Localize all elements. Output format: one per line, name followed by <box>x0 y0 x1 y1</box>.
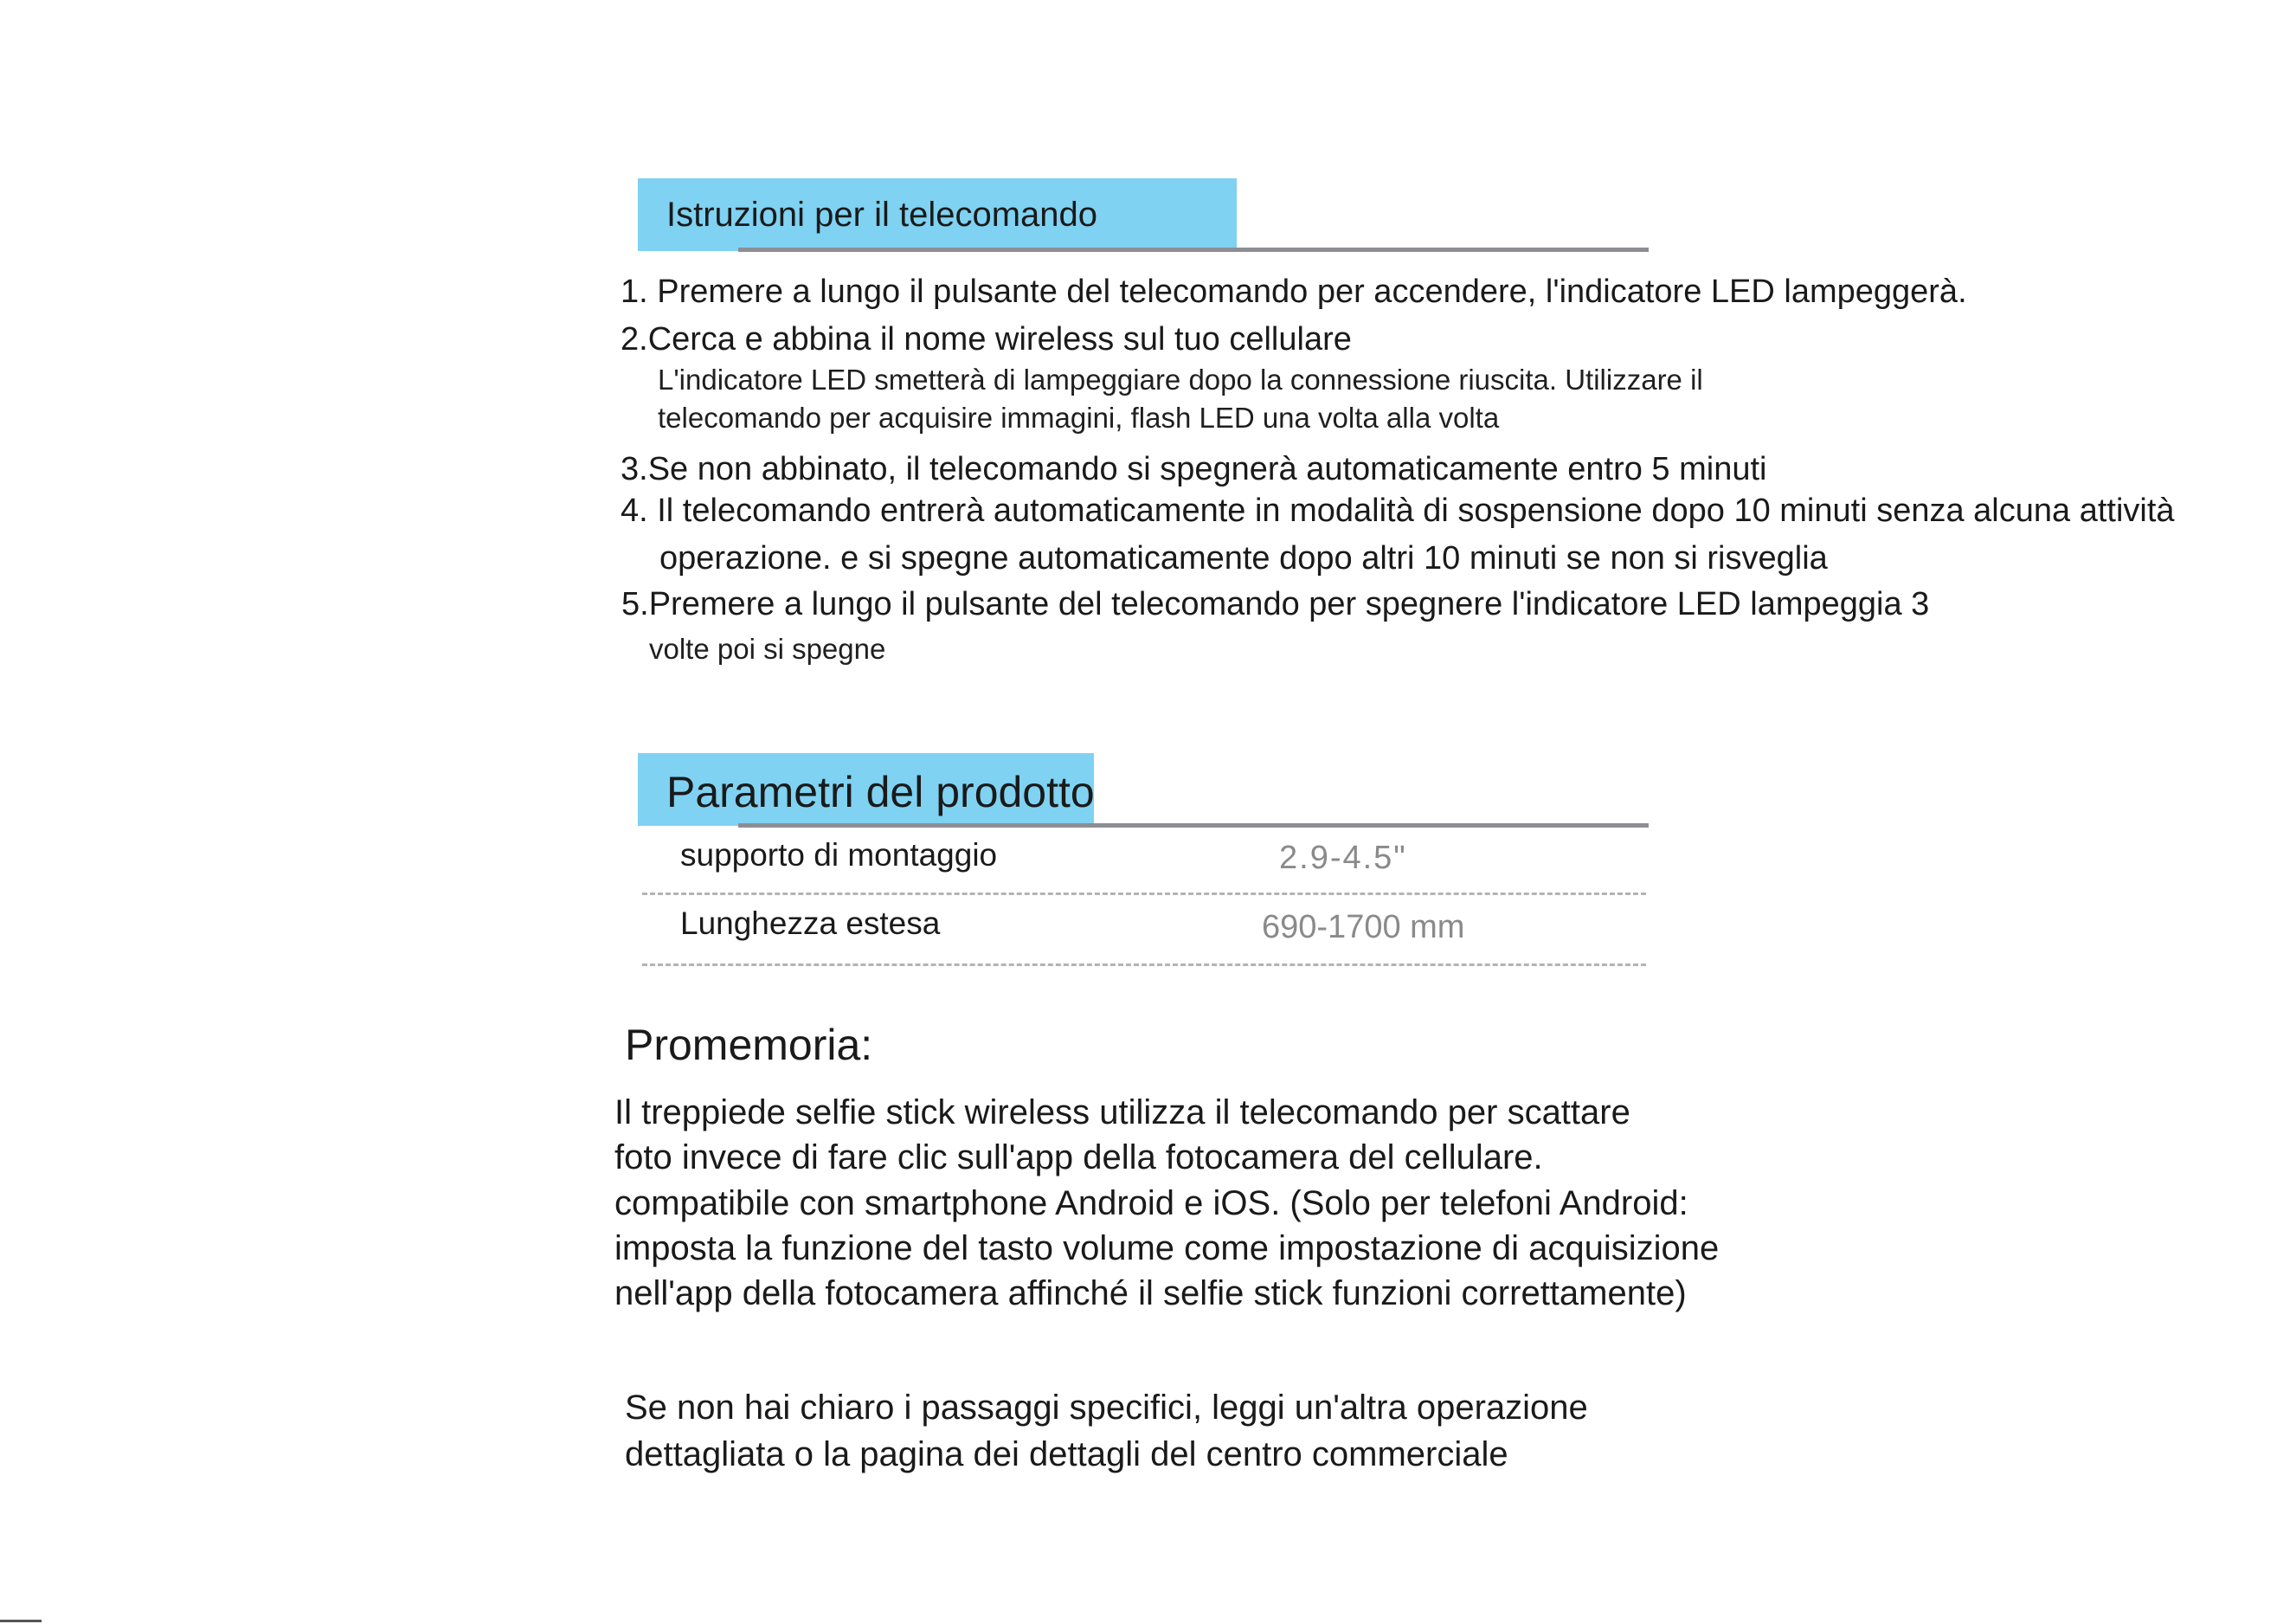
params-section-title: Parametri del prodotto <box>666 768 1095 816</box>
corner-mark <box>0 1620 42 1622</box>
param-label-mount-support: supporto di montaggio <box>680 837 998 873</box>
param-value-mount-support: 2.9-4.5" <box>1279 840 1407 876</box>
instruction-line-5-continued: volte poi si spegne <box>649 633 886 665</box>
reminder-footer-line-2: dettagliata o la pagina dei dettagli del centro commerciale <box>625 1435 1508 1473</box>
reminder-paragraph-line-2: foto invece di fare clic sull'app della fotocamera del cellulare. <box>614 1138 1543 1176</box>
params-row-divider-2 <box>642 963 1646 966</box>
instruction-line-5: 5.Premere a lungo il pulsante del telecomando per spegnere l'indicatore LED lampeggia 3 <box>621 586 1930 622</box>
reminder-paragraph-line-4: imposta la funzione del tasto volume come impostazione di acquisizione <box>614 1229 1720 1267</box>
instruction-line-2: 2.Cerca e abbina il nome wireless sul tuo cellulare <box>621 321 1352 358</box>
instruction-line-2-detail-a: L'indicatore LED smetterà di lampeggiare dopo la connessione riuscita. Utilizzare il <box>658 364 1703 396</box>
instruction-line-3: 3.Se non abbinato, il telecomando si spegnerà automaticamente entro 5 minuti <box>621 451 1767 487</box>
instruction-line-4-continued: operazione. e si spegne automaticamente dopo altri 10 minuti se non si risveglia <box>659 540 1828 577</box>
reminder-footer-line-1: Se non hai chiaro i passaggi specifici, leggi un'altra operazione <box>625 1389 1588 1427</box>
reminder-paragraph-line-1: Il treppiede selfie stick wireless utilizza il telecomando per scattare <box>614 1093 1630 1131</box>
remote-section-header-underline <box>738 248 1649 252</box>
params-section-header-underline <box>738 823 1649 828</box>
reminder-paragraph-line-5: nell'app della fotocamera affinché il selfie stick funzioni correttamente) <box>614 1274 1687 1312</box>
reminder-title: Promemoria: <box>625 1021 873 1069</box>
param-value-extended-length: 690-1700 mm <box>1262 909 1465 945</box>
instruction-line-4: 4. Il telecomando entrerà automaticamente in modalità di sospensione dopo 10 minuti senza alcuna attività <box>621 493 2175 529</box>
remote-section-title: Istruzioni per il telecomando <box>666 196 1098 234</box>
params-row-divider-1 <box>642 893 1646 895</box>
reminder-paragraph-line-3: compatibile con smartphone Android e iOS. (Solo per telefoni Android: <box>614 1184 1688 1222</box>
instruction-line-2-detail-b: telecomando per acquisire immagini, flash LED una volta alla volta <box>658 402 1500 434</box>
param-label-extended-length: Lunghezza estesa <box>680 905 941 941</box>
instruction-line-1: 1. Premere a lungo il pulsante del telecomando per accendere, l'indicatore LED lampeggerà. <box>621 274 1967 310</box>
